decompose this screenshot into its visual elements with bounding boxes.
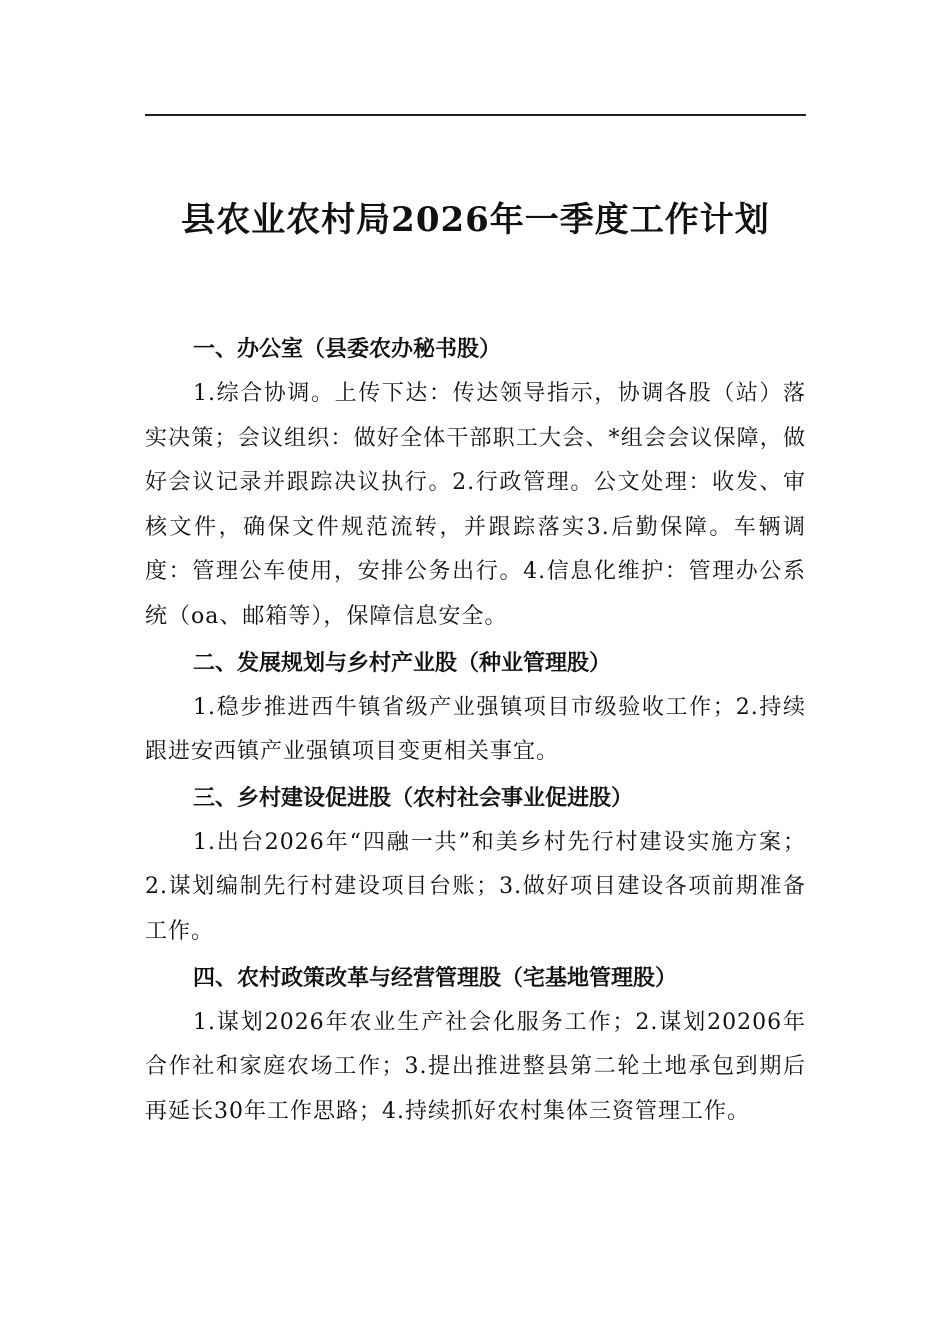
section-paragraph: 1.综合协调。上传下达：传达领导指示，协调各股（站）落实决策；会议组织：做好全体干部职工大会、*组会会议保障，做好会议记录并跟踪决议执行。2.行政管理。公文处理：收发、审核文件，确保文件规范流转，并跟踪落实3.后勤保障。车辆调度：管理公车使用，安排公务出行。4.信息化维护：管理办公系统（oa、邮箱等），保障信息安全。 xyxy=(145,381,806,629)
section-heading: 二、发展规划与乡村产业股（种业管理股） xyxy=(193,650,612,676)
section-heading: 一、办公室（县委农办秘书股） xyxy=(193,337,502,362)
section-paragraph: 1.谋划2026年农业生产社会化服务工作；2.谋划20206年合作社和家庭农场工作；3.提出推进整县第二轮土地承包到期后再延长30年工作思路；4.持续抓好农村集体三资管理工作。 xyxy=(145,1009,806,1124)
section-policy-reform xyxy=(145,957,806,1135)
section-rural-construction xyxy=(145,777,806,955)
section-office xyxy=(145,328,806,640)
section-heading: 三、乡村建设促进股（农村社会事业促进股） xyxy=(193,785,634,811)
document-body xyxy=(145,328,806,1136)
section-heading: 四、农村政策改革与经营管理股（宅基地管理股） xyxy=(193,965,678,991)
section-paragraph: 1.出台2026年“四融一共”和美乡村先行村建设实施方案；2.谋划编制先行村建设项目台账；3.做好项目建设各项前期准备工作。 xyxy=(145,829,806,944)
section-planning xyxy=(145,642,806,775)
document-title: 县农业农村局2026年一季度工作计划 xyxy=(181,200,770,240)
section-paragraph: 1.稳步推进西牛镇省级产业强镇项目市级验收工作；2.持续跟进安西镇产业强镇项目变更相关事宜。 xyxy=(145,694,806,765)
header-rule xyxy=(145,114,806,116)
